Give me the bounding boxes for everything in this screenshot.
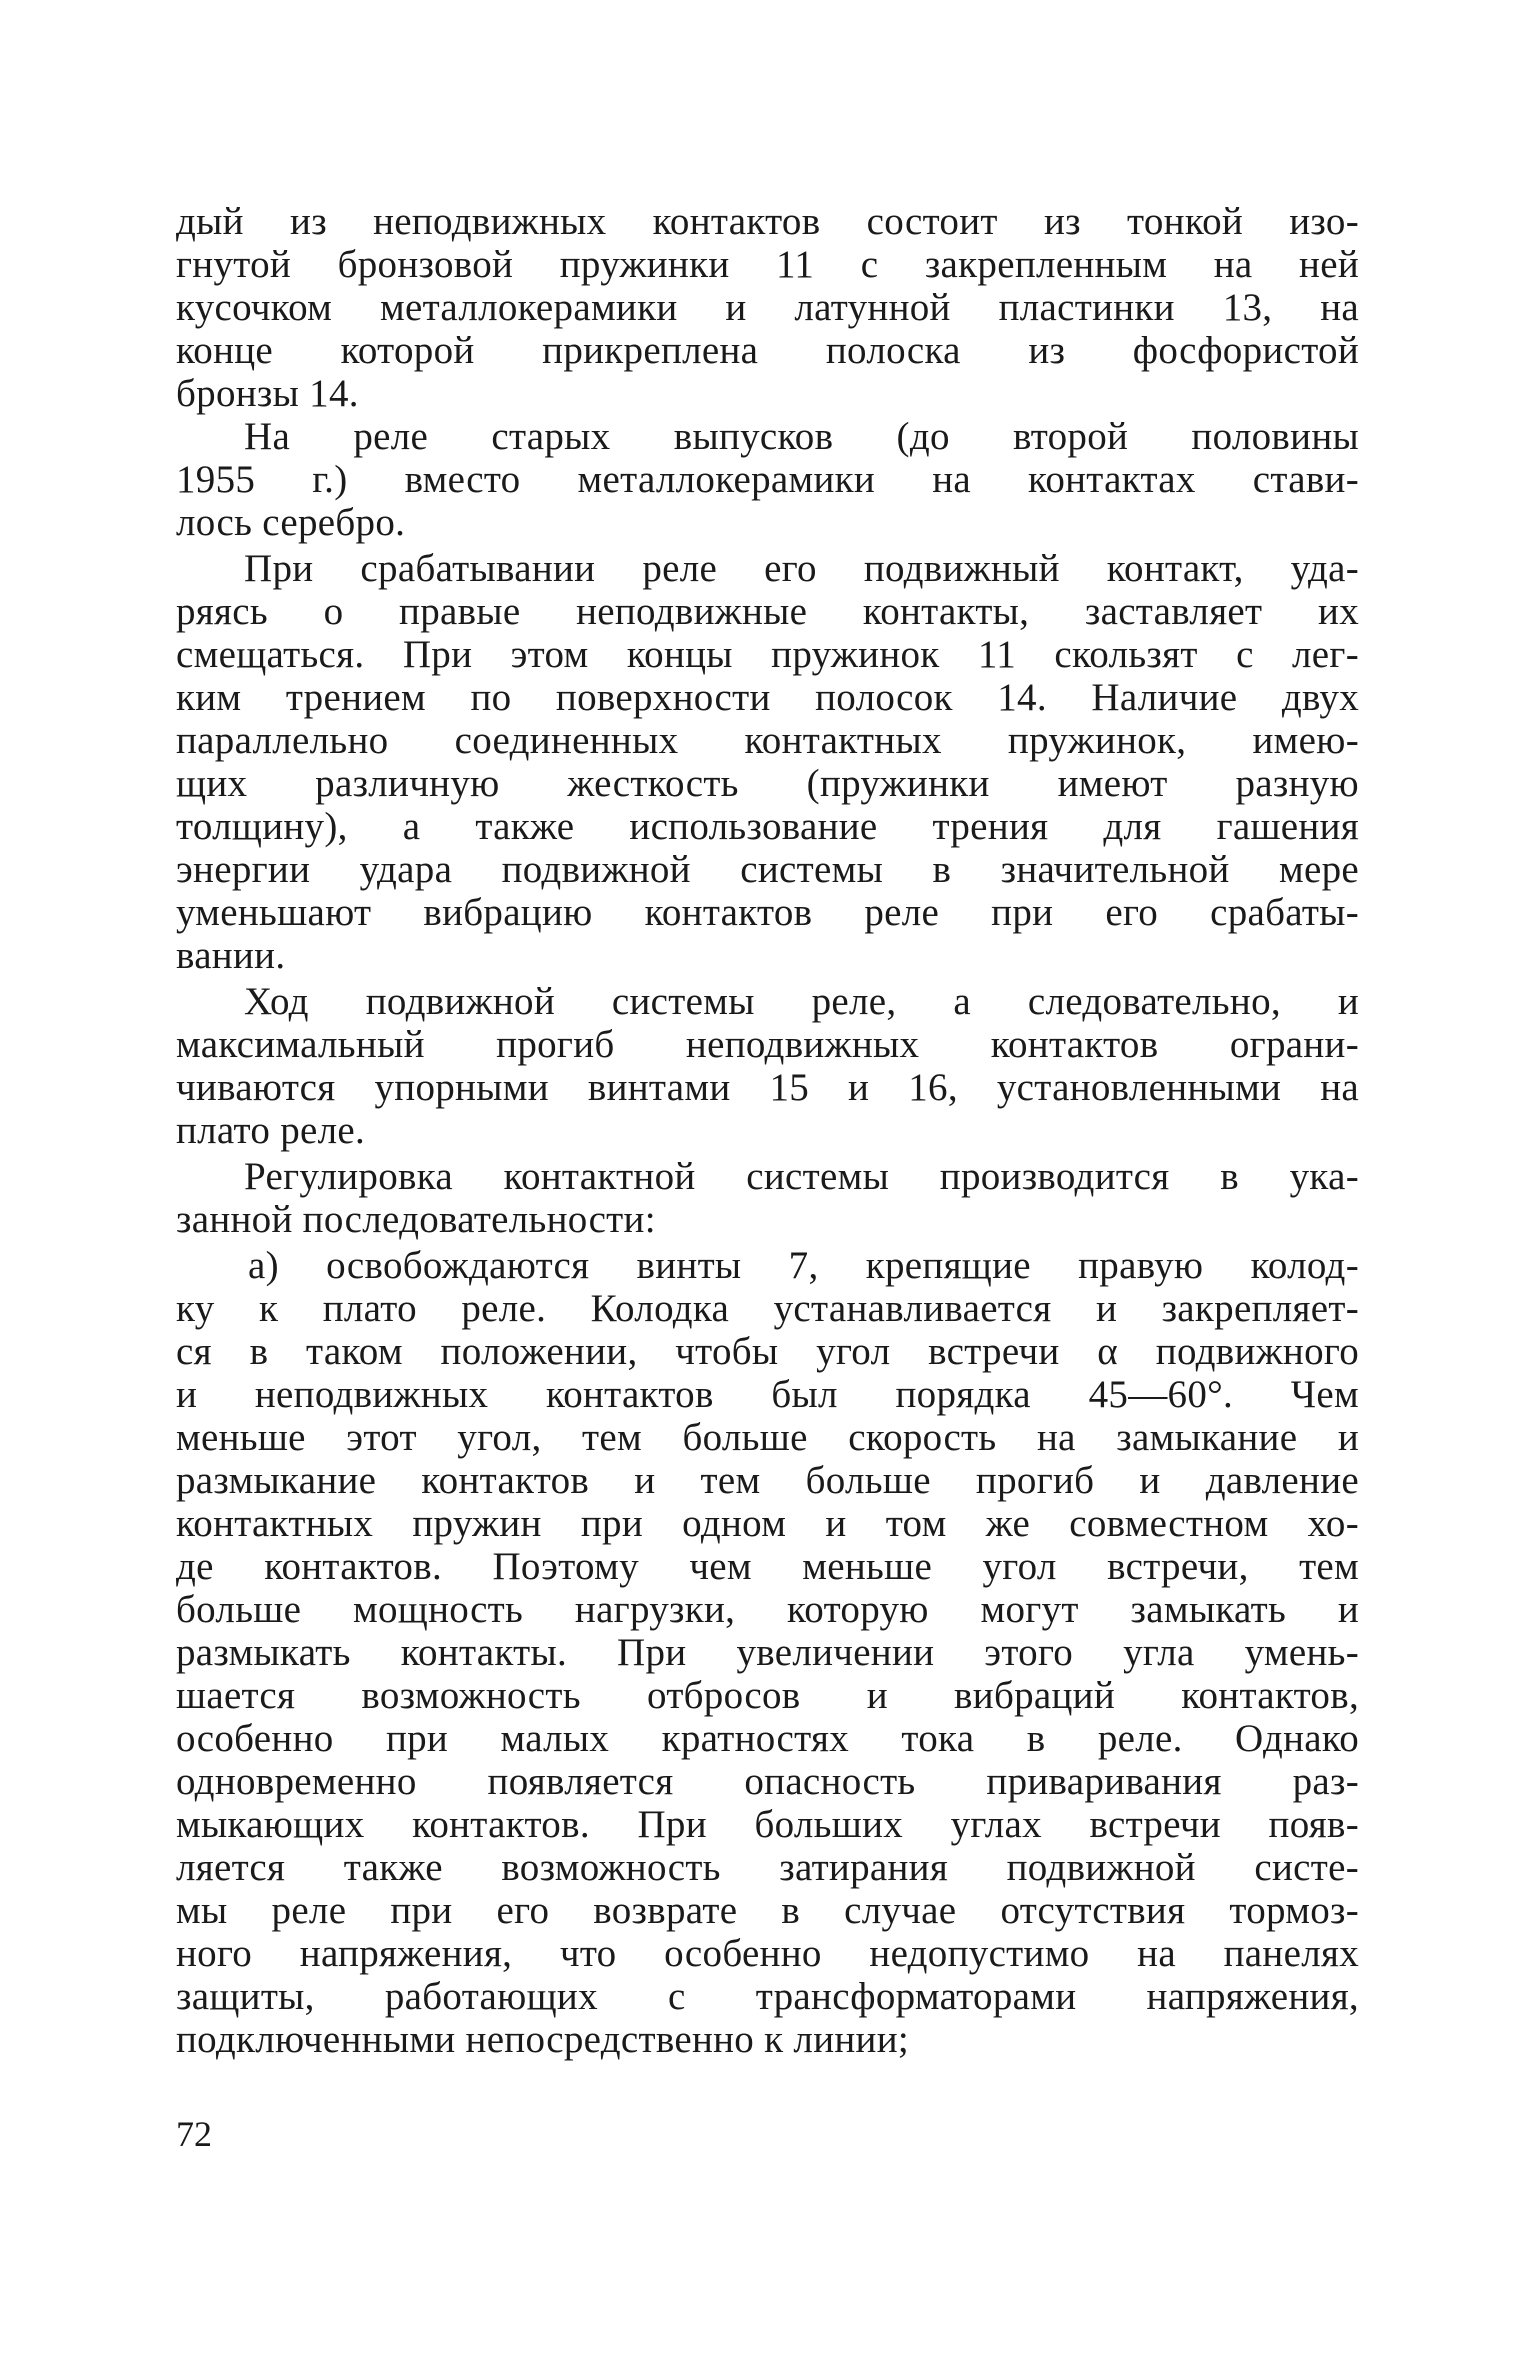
text-line: размыкать контакты. При увеличении этого угла умень- <box>176 1631 1359 1674</box>
text-line: максимальный прогиб неподвижных контактов ограни- <box>176 1023 1359 1066</box>
text-line: смещаться. При этом концы пружинок 11 скользят с лег- <box>176 633 1359 676</box>
text-line: ся в таком положении, чтобы угол встречи α подвижного <box>176 1330 1359 1373</box>
text-line: конце которой прикреплена полоска из фосфористой <box>176 329 1359 372</box>
text-line: щих различную жесткость (пружинки имеют разную <box>176 762 1359 805</box>
text-line: Регулировка контактной системы производится в ука- <box>244 1155 1359 1198</box>
text-line: толщину), а также использование трения для гашения <box>176 805 1359 848</box>
text-line: уменьшают вибрацию контактов реле при его срабаты- <box>176 891 1359 934</box>
text-line: контактных пружин при одном и том же совместном хо- <box>176 1502 1359 1545</box>
text-line: На реле старых выпусков (до второй половины <box>244 415 1359 458</box>
text-line: занной последовательности: <box>176 1198 656 1241</box>
text-line: параллельно соединенных контактных пружинок, имею- <box>176 719 1359 762</box>
text-line: Ход подвижной системы реле, а следовательно, и <box>244 980 1359 1023</box>
text-line: энергии удара подвижной системы в значительной мере <box>176 848 1359 891</box>
text-line: де контактов. Поэтому чем меньше угол встречи, тем <box>176 1545 1359 1588</box>
page-number: 72 <box>176 2114 212 2154</box>
text-line: особенно при малых кратностях тока в реле. Однако <box>176 1717 1359 1760</box>
text-line: вании. <box>176 934 286 977</box>
text-line: а) освобождаются винты 7, крепящие правую колод- <box>248 1244 1359 1287</box>
text-line: больше мощность нагрузки, которую могут замыкать и <box>176 1588 1359 1631</box>
text-line: 1955 г.) вместо металлокерамики на контактах стави- <box>176 458 1359 501</box>
text-line: одновременно появляется опасность приваривания раз- <box>176 1760 1359 1803</box>
text-line: бронзы 14. <box>176 372 359 415</box>
text-line: кусочком металлокерамики и латунной пластинки 13, на <box>176 286 1359 329</box>
text-line: и неподвижных контактов был порядка 45—60°. Чем <box>176 1373 1359 1416</box>
text-line: чиваются упорными винтами 15 и 16, установленными на <box>176 1066 1359 1109</box>
text-line: размыкание контактов и тем больше прогиб и давление <box>176 1459 1359 1502</box>
text-line: мыкающих контактов. При больших углах встречи появ- <box>176 1803 1359 1846</box>
text-line: ку к плато реле. Колодка устанавливается и закрепляет- <box>176 1287 1359 1330</box>
text-line: ряясь о правые неподвижные контакты, заставляет их <box>176 590 1359 633</box>
text-line: подключенными непосредственно к линии; <box>176 2018 910 2061</box>
text-line: ного напряжения, что особенно недопустимо на панелях <box>176 1932 1359 1975</box>
text-line: защиты, работающих с трансформаторами напряжения, <box>176 1975 1359 2018</box>
text-line: ляется также возможность затирания подвижной систе- <box>176 1846 1359 1889</box>
text-line: При срабатывании реле его подвижный контакт, уда- <box>244 547 1359 590</box>
text-line: гнутой бронзовой пружинки 11 с закрепленным на ней <box>176 243 1359 286</box>
text-line: плато реле. <box>176 1109 366 1152</box>
text-line: дый из неподвижных контактов состоит из тонкой изо- <box>176 200 1359 243</box>
text-line: шается возможность отбросов и вибраций контактов, <box>176 1674 1359 1717</box>
text-line: ким трением по поверхности полосок 14. Наличие двух <box>176 676 1359 719</box>
text-line: лось серебро. <box>176 501 406 544</box>
text-line: мы реле при его возврате в случае отсутствия тормоз- <box>176 1889 1359 1932</box>
text-line: меньше этот угол, тем больше скорость на замыкание и <box>176 1416 1359 1459</box>
